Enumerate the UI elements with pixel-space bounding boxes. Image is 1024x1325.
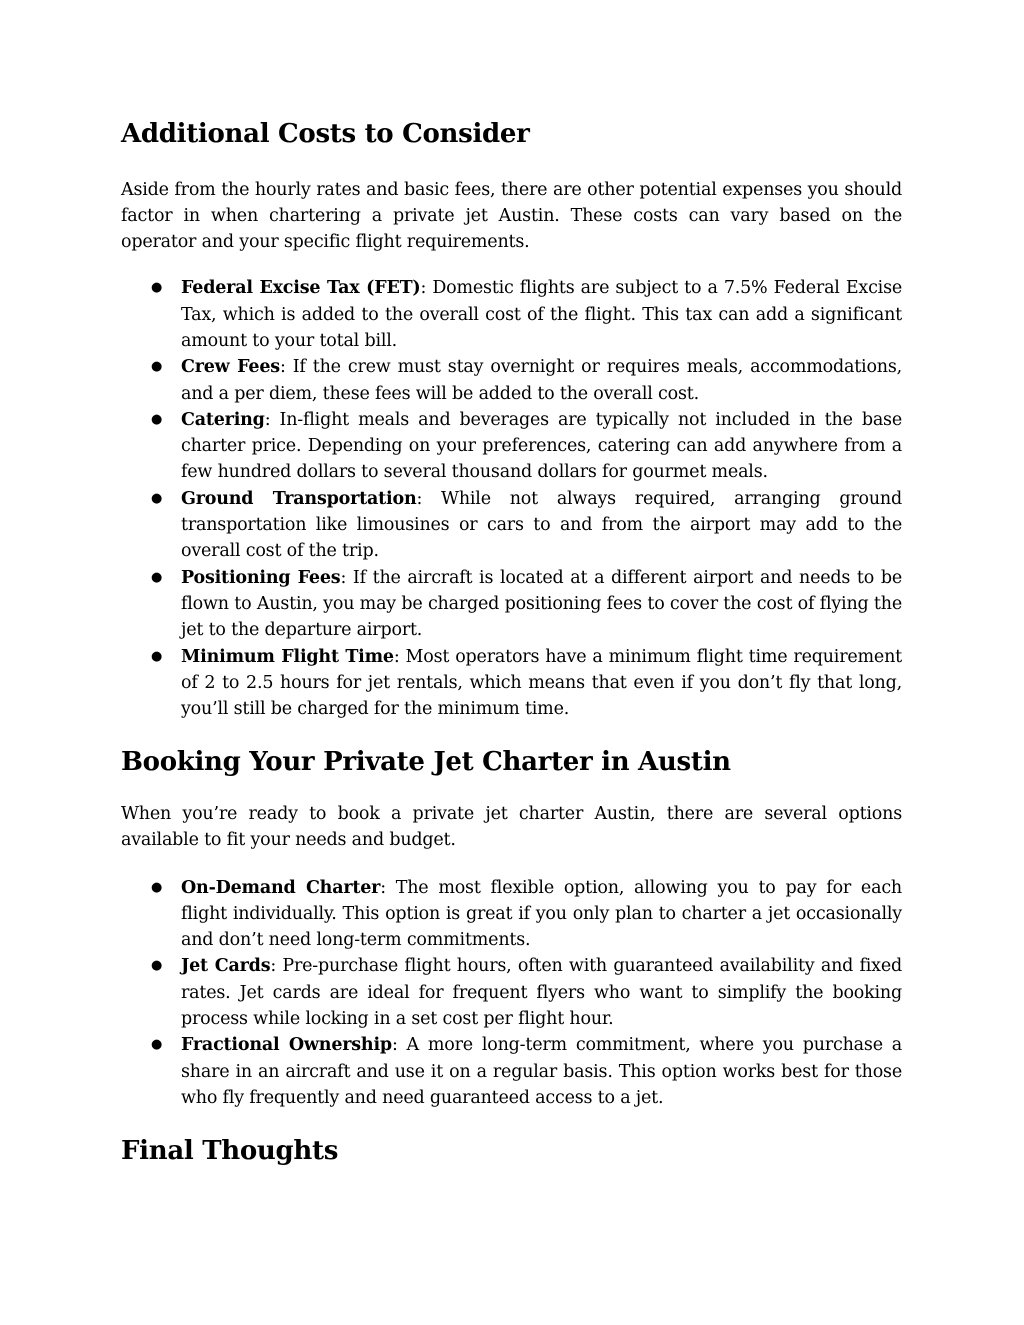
list-item-text: : Pre-purchase flight hours, often with guaranteed availability and fixed rates. Jet cards are ideal for frequent flyers who want to simplify the booking process while locking in a set cost per flight hour. [181, 956, 902, 1030]
list-item-term: Ground Transportation [181, 488, 417, 509]
list-item-text: : In-flight meals and beverages are typically not included in the base charter price. Depending on your preferences, catering can add anywhere from a few hundred dollars to several thousand dollars for gourmet meals. [181, 409, 902, 483]
list-item-crew-fees [121, 354, 902, 407]
document-page [121, 112, 902, 1168]
list-item-term: On-Demand Charter [181, 877, 381, 898]
list-item-text: : Domestic flights are subject to a 7.5% Federal Excise Tax, which is added to the overall cost of the flight. This tax can add a significant amount to your total bill. [181, 278, 903, 351]
list-item-text: : While not always required, arranging ground transportation like limousines or cars to and from the airport may add to the overall cost of the trip. [181, 488, 902, 562]
bullet-icon: ● [151, 411, 163, 427]
bullet-icon: ● [151, 879, 163, 895]
bullet-icon: ● [151, 280, 163, 296]
heading-final-thoughts: Final Thoughts [121, 1136, 339, 1167]
list-item-text: : If the crew must stay overnight or requires meals, accommodations, and a per diem, these fees will be added to the overall cost. [181, 357, 902, 404]
list-item-term: Positioning Fees [181, 567, 341, 588]
list-booking-options [121, 875, 902, 1112]
paragraph-additional-costs-intro: Aside from the hourly rates and basic fees, there are other potential expenses you should factor in when chartering a private jet Austin. These costs can vary based on the operator and your specific flight requirements. [121, 179, 902, 253]
bullet-icon: ● [151, 490, 163, 506]
list-item-text: : A more long-term commitment, where you purchase a share in an aircraft and use it on a regular basis. This option works best for those who fly frequently and need guaranteed access to a jet. [181, 1035, 902, 1108]
paragraph-booking-intro: When you’re ready to book a private jet charter Austin, there are several options available to fit your needs and budget. [121, 803, 902, 851]
heading-booking-charter: Booking Your Private Jet Charter in Austin [121, 747, 731, 778]
list-item-term: Federal Excise Tax (FET) [181, 278, 421, 299]
list-item-term: Minimum Flight Time [181, 646, 394, 667]
list-item-on-demand-charter [121, 875, 902, 954]
list-item-minimum-flight-time [121, 644, 902, 723]
list-item-term: Catering [181, 409, 265, 430]
list-item-term: Fractional Ownership [181, 1035, 392, 1056]
list-item-positioning-fees [121, 565, 902, 644]
list-item-text: : If the aircraft is located at a different airport and needs to be flown to Austin, you may be charged positioning fees to cover the cost of flying the jet to the departure airport. [181, 567, 902, 641]
bullet-icon: ● [151, 958, 163, 974]
list-item-term: Jet Cards [181, 956, 271, 977]
list-item-text: : Most operators have a minimum flight time requirement of 2 to 2.5 hours for jet rentals, which means that even if you don’t fly that long, you’ll still be charged for the minimum time. [181, 646, 902, 720]
bullet-icon: ● [151, 648, 163, 664]
bullet-icon: ● [151, 359, 163, 375]
list-additional-costs [121, 275, 902, 722]
bullet-icon: ● [151, 569, 163, 585]
list-item-fractional-ownership [121, 1032, 902, 1111]
list-item-text: : The most flexible option, allowing you to pay for each flight individually. This option is great if you only plan to charter a jet occasionally and don’t need long-term commitments. [181, 877, 902, 951]
list-item-catering [121, 407, 902, 486]
heading-additional-costs: Additional Costs to Consider [121, 119, 530, 149]
bullet-icon: ● [151, 1037, 163, 1053]
list-item-ground-transportation [121, 486, 902, 565]
list-item-jet-cards [121, 953, 902, 1032]
list-item-term: Crew Fees [181, 357, 280, 378]
list-item-federal-excise-tax [121, 275, 902, 354]
